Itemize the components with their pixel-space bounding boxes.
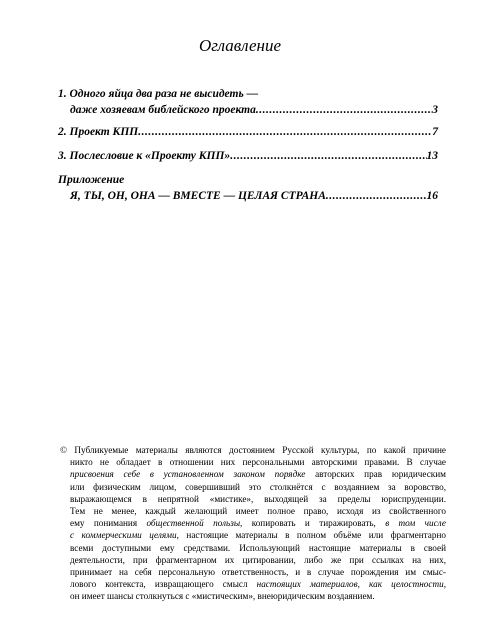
toc-entry-1-line-1 [58,86,438,102]
toc-entry-1-title-line-2: даже хозяевам библейского проекта [70,104,256,116]
copyright-emphasis: в том числе [385,518,447,529]
copyright-emphasis: общественной пользы [146,518,241,529]
page-title: Оглавление [198,36,282,55]
copyright-text: ему понимания [70,518,147,529]
copyright-text: , настоящие материалы в полном объёме или фрагментарно [176,530,446,541]
toc-dot-leader [230,148,426,164]
copyright-line: © Публикуемые материалы являются достоянием Русской культуры, по какой причине [60,445,446,455]
copyright-line [60,578,446,590]
copyright-line: Тем не менее, каждый желающий имеет полное право, исходя из свойственного [70,506,446,517]
toc-dot-leader [326,188,427,204]
toc-entry-1[interactable] [58,86,438,118]
copyright-emphasis: присвоения себе в установленном законом порядке [70,469,306,480]
copyright-notice [60,444,446,603]
copyright-line: или физическим лицом, совершивший это столкнётся с воздаянием за воровство, [70,481,446,492]
toc-entry-2-title: 2. Проект КПП [58,126,139,138]
copyright-emphasis: с коммерческими целями [70,530,177,541]
copyright-line: деятельности, при фрагментарном их цитировании, либо же при ссылках на них, [70,554,446,565]
copyright-line [60,468,446,480]
copyright-line: принимает на себя персональную ответственность, и в случае порождения им смыс- [70,567,446,578]
toc-dot-leader [256,102,432,118]
copyright-line: никто не обладает в отношении них персональными авторскими правами. В случае [70,457,446,468]
toc-entry-1-title-line-1: 1. Одного яйца два раза не высидеть — [58,88,259,100]
toc-entry-3-line [58,148,438,164]
copyright-line: всеми доступными ему средствами. Использующий настоящие материалы в своей [70,542,446,553]
toc-entry-2-line [58,124,438,140]
copyright-text: лового контекста, извращающего смысл [70,579,257,590]
toc-entry-2[interactable] [58,124,438,140]
toc-dot-leader [138,124,432,140]
toc-entry-3-page: 13 [426,150,438,162]
toc-appendix-label: Приложение [58,174,125,186]
toc-entry-3-title: 3. Послесловие к «Проекту КПП» [58,150,231,162]
copyright-line [60,529,446,541]
toc-entry-2-page: 7 [432,126,438,138]
copyright-text: авторских прав юридическим [305,469,446,480]
toc-appendix-title: Я, ТЫ, ОН, ОНА — ВМЕСТЕ — ЦЕЛАЯ СТРАНА [70,190,326,202]
copyright-line: он имеет шансы столкнуться с «мистическим», внеюридическим воздаянием. [70,591,375,602]
toc-entry-appendix[interactable] [58,172,438,204]
copyright-text: , копировать и тиражировать, [240,518,386,529]
toc-appendix-label-line [58,172,438,188]
toc-appendix-line [58,188,438,204]
toc-entry-1-line-2 [58,102,438,118]
copyright-line: выражающемся в непрятной «мистике», выходящей за пределы юриспруденции. [70,493,446,504]
toc-entry-3[interactable] [58,148,438,164]
copyright-emphasis: настоящих материалов, как целостности [256,579,444,590]
copyright-line [60,517,446,529]
toc-appendix-page: 16 [426,190,438,202]
copyright-text: , [443,579,446,590]
toc-entry-1-page: 3 [432,104,438,116]
